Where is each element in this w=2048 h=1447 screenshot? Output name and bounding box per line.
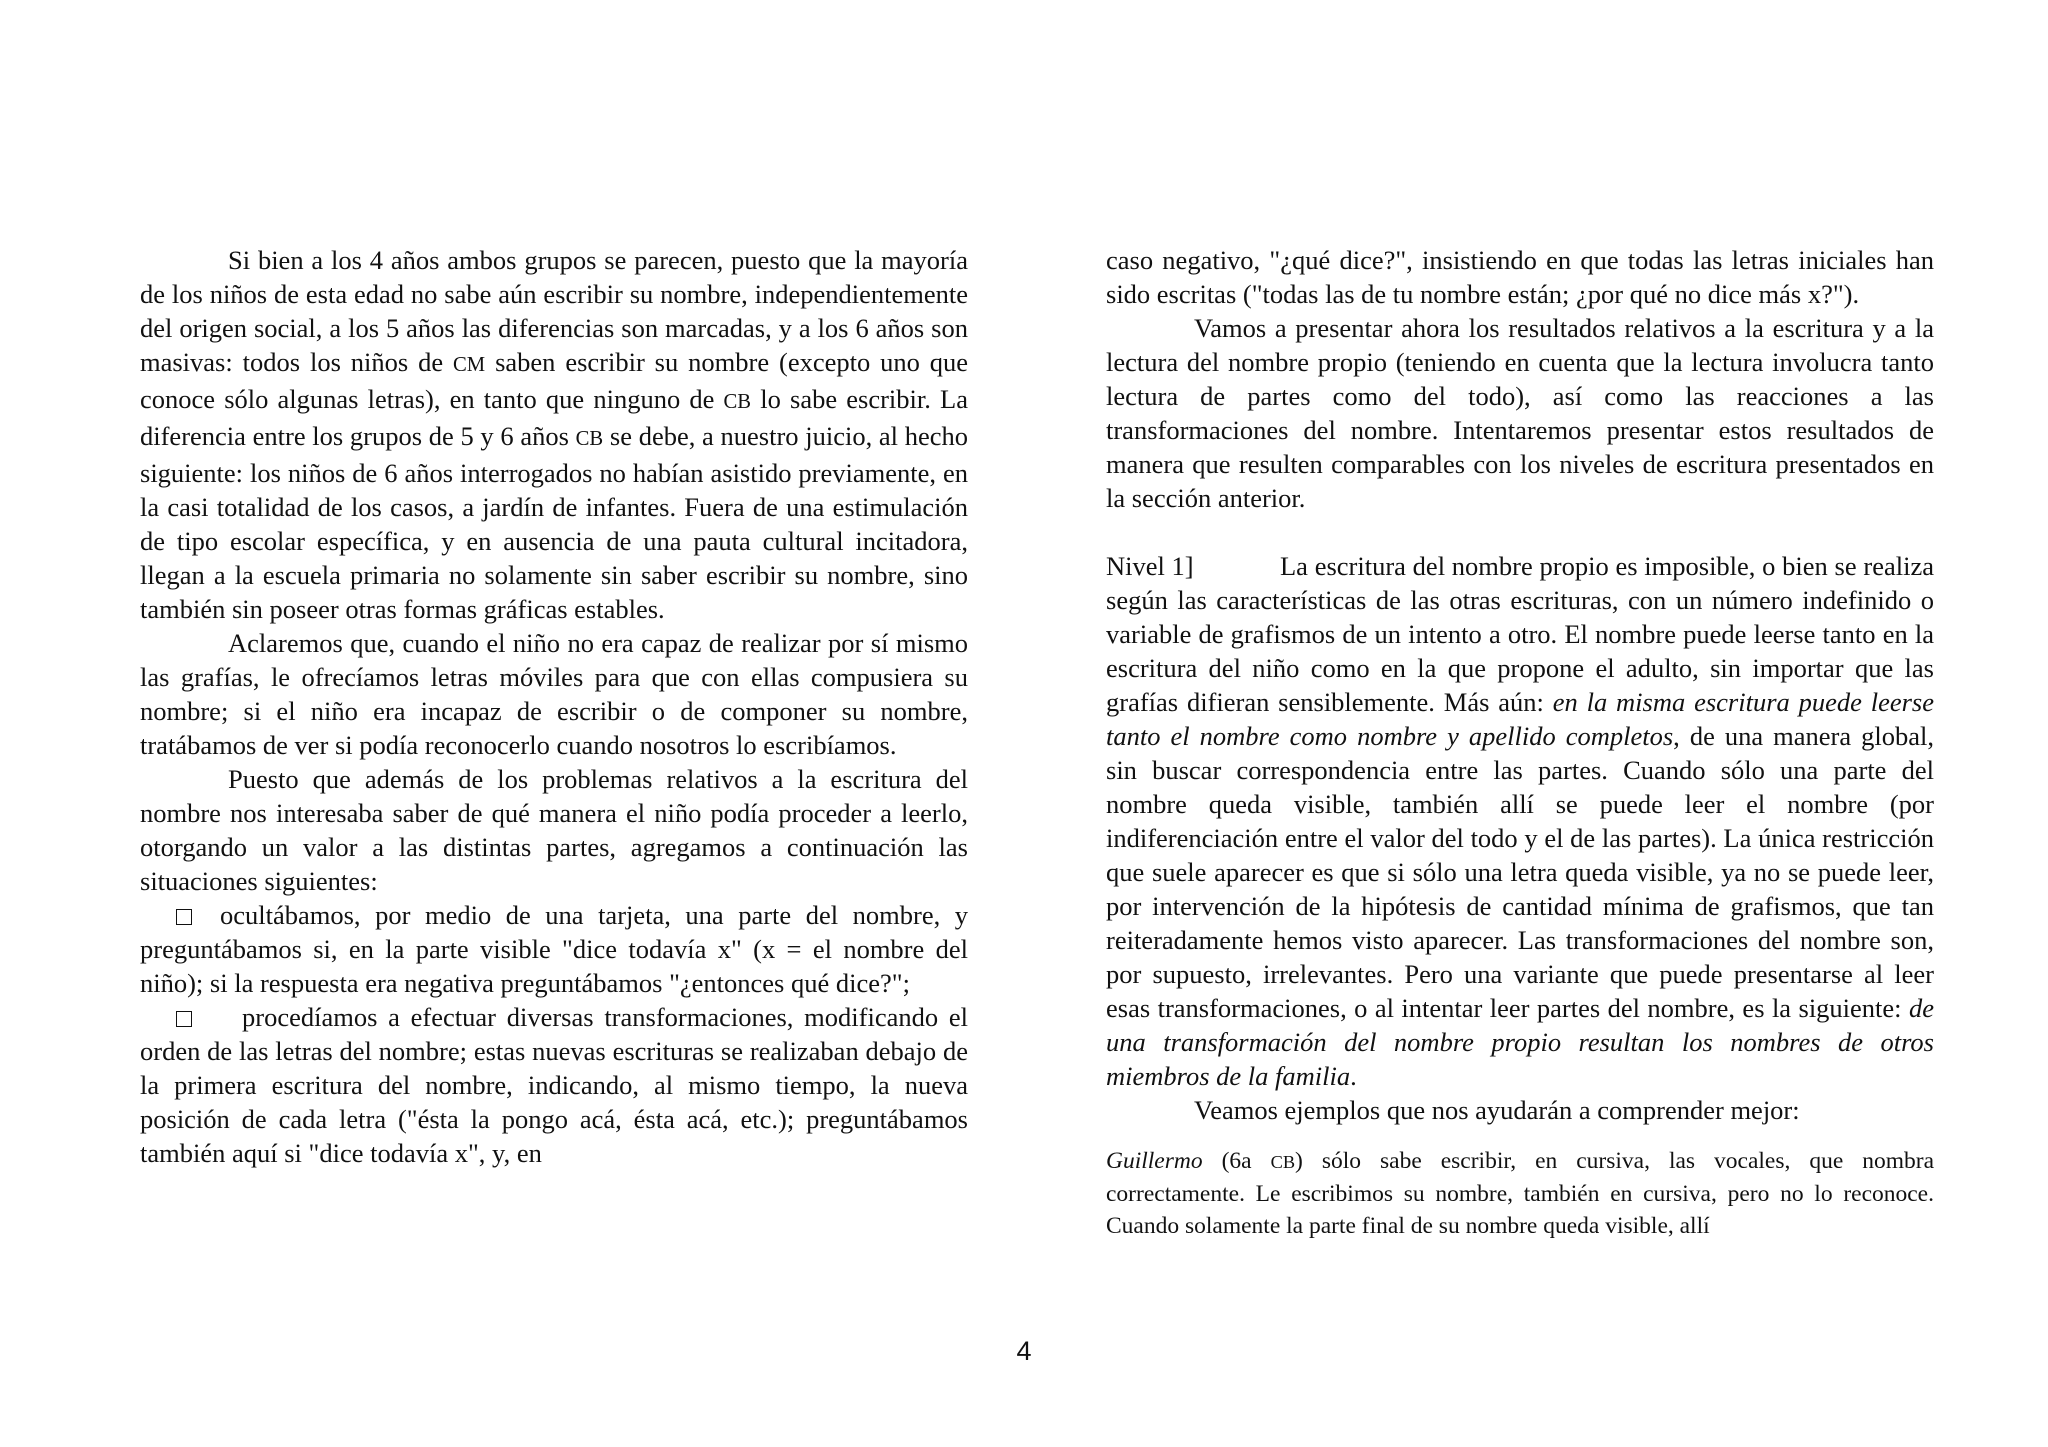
- spacer: [1106, 515, 1934, 549]
- paragraph-clarification: Aclaremos que, cuando el niño no era capaz de realizar por sí mismo las grafías, le ofrecíamos letras móviles para que con ellas compusiera su nombre; si el niño era incapaz de escribir o de componer su nombre, tratábamos de ver si podía reconocerlo cuando nosotros lo escribíamos.: [140, 628, 968, 760]
- list-item: procedíamos a efectuar diversas transformaciones, modificando el orden de las letras del nombre; estas nuevas escrituras se realizaban debajo de la primera escritura del nombre, indicando, al mismo tiempo, la nueva posición de cada letra ("ésta la pongo acá, ésta acá, etc.); preguntábamos también aquí si "dice todavía x", y, en: [140, 1002, 968, 1168]
- paragraph-results-intro: Vamos a presentar ahora los resultados relativos a la escritura y a la lectura del nombre propio (teniendo en cuenta que la lectura involucra tanto lectura de partes como del todo), así como las reacciones a las transformaciones del nombre. Intentaremos presentar estos resultados de manera que resulten comparables con los niveles de escritura presentados en la sección anterior.: [1106, 313, 1934, 513]
- example-case-guillermo: Guillermo (6a CB) sólo sabe escribir, en cursiva, las vocales, que nombra correctamente. Le escribimos su nombre, también en cursiva, pero no lo reconoce. Cuando solamente la parte final de su nombre queda visible, allí: [1106, 1148, 1935, 1239]
- abbrev-cm: CM: [453, 354, 486, 376]
- example-child-name: Guillermo: [1106, 1148, 1203, 1174]
- emphasis-text: de una transformación del nombre propio resultan los nombres de otros miembros de la familia: [1106, 993, 1934, 1091]
- page-number: 4: [1016, 1336, 1032, 1366]
- list-item: ocultábamos, por medio de una tarjeta, una parte del nombre, y preguntábamos si, en la parte visible "dice todavía x" (x = el nombre del niño); si la respuesta era negativa preguntábamos "¿entonces qué dice?";: [140, 900, 968, 998]
- paragraph-continuation: caso negativo, "¿qué dice?", insistiendo en que todas las letras iniciales han sido escritas ("todas las de tu nombre están; ¿por qué no dice más x?").: [1106, 245, 1934, 309]
- level-label: Nivel 1]: [1106, 551, 1194, 581]
- abbrev-cb: CB: [723, 391, 752, 413]
- paragraph-level-1: Nivel 1] La escritura del nombre propio es imposible, o bien se realiza según las características de las otras escrituras, con un número indefinido o variable de grafismos de un intento a otro. El nombre puede leerse tanto en la escritura del niño como en la que propone el adulto, sin importar que las grafías difieran sensiblemente. Más aún: en la misma escritura puede leerse tanto el nombre como nombre y apellido completos, de una manera global, sin buscar correspondencia entre las partes. Cuando sólo una parte del nombre queda visible, también allí se puede leer el nombre (por indiferenciación entre el valor del todo y el de las partes). La única restricción que suele aparecer es que si sólo una letra queda visible, ya no se puede leer, por intervención de la hipótesis de cantidad mínima de grafismos, que tan reiteradamente hemos visto aparecer. Las transformaciones del nombre son, por supuesto, irrelevantes. Pero una variante que puede presentarse al leer esas transformaciones, o al intentar leer partes del nombre, es la siguiente: de una transformación del nombre propio resultan los nombres de otros miembros de la familia.: [1106, 551, 1935, 1091]
- paragraph-age-comparison: Si bien a los 4 años ambos grupos se parecen, puesto que la mayoría de los niños de esta edad no sabe aún escribir su nombre, independientemente del origen social, a los 5 años las diferencias son marcadas, y a los 6 años son masivas: todos los niños de CM saben escribir su nombre (excepto uno que conoce sólo algunas letras), en tanto que ninguno de CB lo sabe escribir. La diferencia entre los grupos de 5 y 6 años CB se debe, a nuestro juicio, al hecho siguiente: los niños de 6 años interrogados no habían asistido previamente, en la casi totalidad de los casos, a jardín de infantes. Fuera de una estimulación de tipo escolar específica, y en ausencia de una pauta cultural incitadora, llegan a la escuela primaria no solamente sin saber escribir su nombre, sino también sin poseer otras formas gráficas estables.: [140, 245, 969, 624]
- paragraph-examples-intro: Veamos ejemplos que nos ayudarán a comprender mejor:: [1194, 1095, 1800, 1125]
- abbrev-cb: CB: [575, 428, 604, 450]
- paragraph-situations-intro: Puesto que además de los problemas relativos a la escritura del nombre nos interesaba saber de qué manera el niño podía proceder a leerlo, otorgando un valor a las distintas partes, agregamos a continuación las situaciones siguientes:: [140, 764, 968, 896]
- checkbox-bullet-icon: [176, 909, 192, 925]
- checkbox-bullet-icon: [176, 1011, 192, 1027]
- abbrev-cb: CB: [1270, 1152, 1296, 1172]
- left-column: [140, 243, 968, 1170]
- emphasis-text: en la misma escritura puede leerse tanto el nombre como nombre y apellido completos: [1106, 687, 1935, 751]
- right-column: [1106, 243, 1934, 1242]
